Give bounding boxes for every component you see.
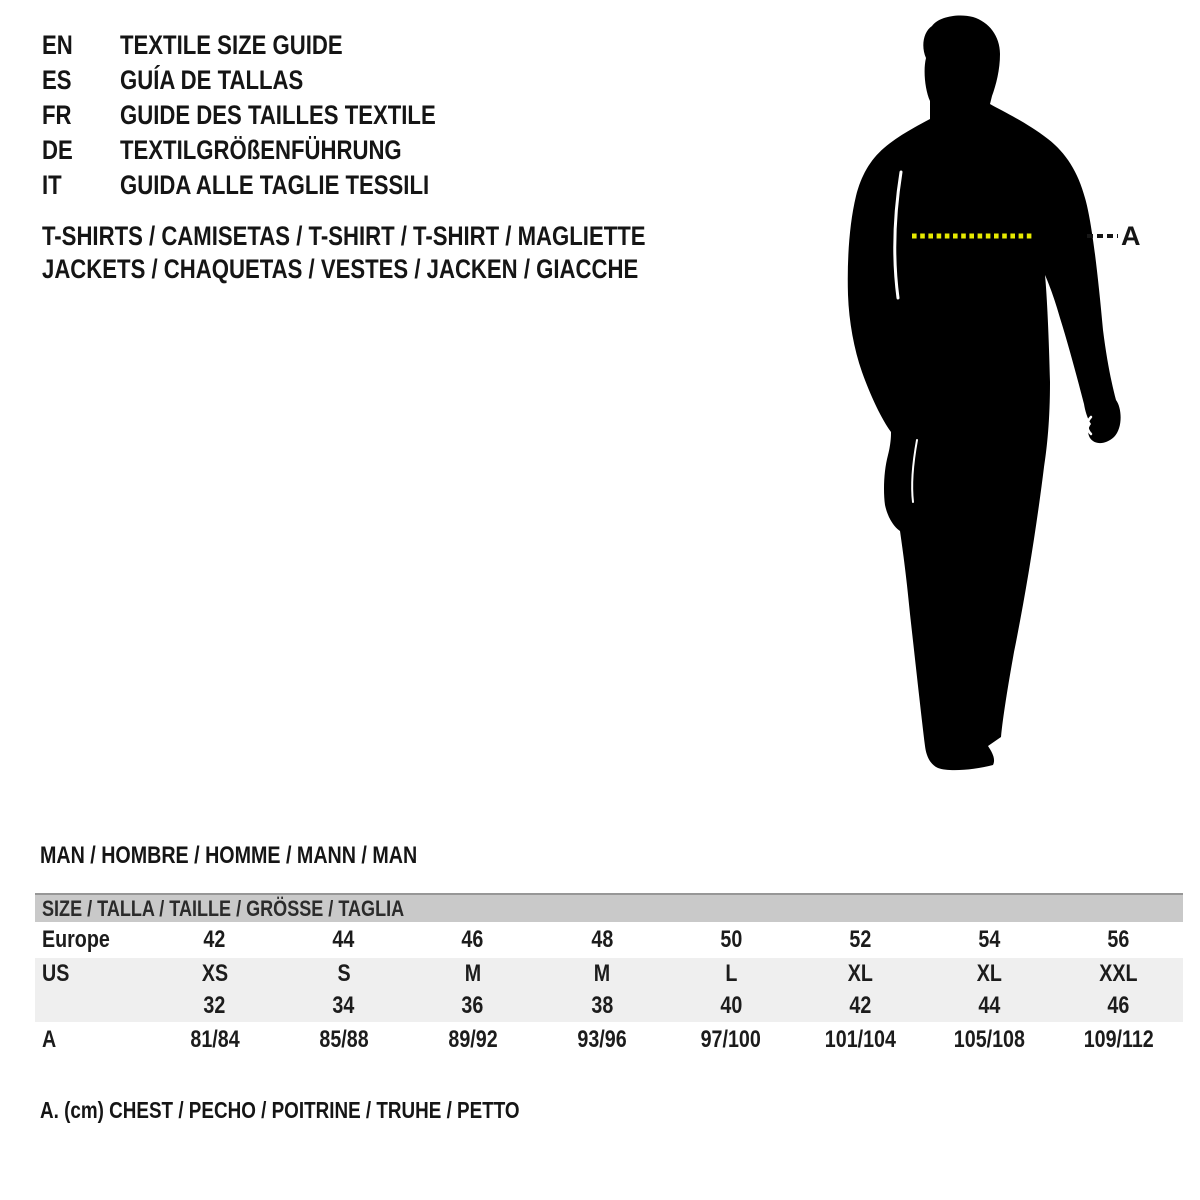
size-cell <box>150 926 279 954</box>
size-value: 44 <box>332 926 355 953</box>
size-value: 85/88 <box>319 1026 369 1053</box>
size-cell <box>150 1026 279 1054</box>
lang-title: GUÍA DE TALLAS <box>120 65 304 95</box>
size-table-header-text: SIZE / TALLA / TAILLE / GRÖSSE / TAGLIA <box>42 895 405 921</box>
size-value: 44 <box>978 992 1001 1019</box>
category-line-tshirts: T-SHIRTS / CAMISETAS / T-SHIRT / T-SHIRT / MAGLIETTE <box>42 221 646 251</box>
size-cell <box>796 926 925 954</box>
size-value: 40 <box>720 992 743 1019</box>
measure-label-a: A <box>1121 221 1141 251</box>
size-value: 52 <box>849 926 872 953</box>
size-value: L <box>725 960 738 987</box>
size-value: 54 <box>978 926 1001 953</box>
size-value: 38 <box>590 992 613 1019</box>
garment-categories <box>42 220 778 286</box>
lang-row-fr <box>42 98 505 133</box>
measure-connector-dashes <box>1087 234 1118 238</box>
size-cell <box>925 926 1054 954</box>
table-row-numeric <box>35 990 1183 1022</box>
size-cell <box>1054 992 1183 1020</box>
size-value: 46 <box>1107 992 1130 1019</box>
table-row-chest-a <box>35 1022 1183 1058</box>
size-cell <box>537 960 666 988</box>
size-value: 50 <box>720 926 743 953</box>
category-line-jackets: JACKETS / CHAQUETAS / VESTES / JACKEN / GIACCHE <box>42 254 639 284</box>
size-value: 109/112 <box>1083 1026 1154 1053</box>
size-cell <box>925 1026 1054 1054</box>
size-value: S <box>337 960 351 987</box>
lang-code: EN <box>42 30 73 60</box>
section-title-text: MAN / HOMBRE / HOMME / MANN / MAN <box>40 842 418 869</box>
lang-row-es <box>42 63 505 98</box>
size-cell <box>667 992 796 1020</box>
size-cell <box>279 992 408 1020</box>
row-label <box>35 960 150 988</box>
table-row-us <box>35 958 1183 990</box>
size-value: 32 <box>203 992 226 1019</box>
size-cell <box>796 960 925 988</box>
lang-row-it <box>42 168 505 203</box>
row-label <box>35 992 150 1020</box>
size-cell <box>667 1026 796 1054</box>
size-cell <box>150 960 279 988</box>
lang-title: GUIDE DES TAILLES TEXTILE <box>120 100 436 130</box>
size-cell <box>1054 1026 1183 1054</box>
lang-code: DE <box>42 135 73 165</box>
measurement-legend-text: A. (cm) CHEST / PECHO / POITRINE / TRUHE / PETTO <box>40 1097 520 1123</box>
size-value: 105/108 <box>953 1026 1025 1053</box>
size-value: 48 <box>590 926 613 953</box>
size-cell <box>667 960 796 988</box>
row-label-text: US <box>42 960 70 987</box>
row-label-text: A <box>42 1026 57 1053</box>
size-value: XS <box>201 960 228 987</box>
size-cell <box>925 992 1054 1020</box>
size-value: 36 <box>461 992 484 1019</box>
size-table-header <box>35 893 1183 922</box>
size-cell <box>537 992 666 1020</box>
size-cell <box>408 960 537 988</box>
table-row-europe <box>35 922 1183 958</box>
size-cell <box>796 992 925 1020</box>
size-cell <box>537 1026 666 1054</box>
lang-title: TEXTILE SIZE GUIDE <box>120 30 343 60</box>
size-value: M <box>593 960 611 987</box>
lang-code: FR <box>42 100 72 130</box>
size-table <box>35 893 1183 1058</box>
lang-title: GUIDA ALLE TAGLIE TESSILI <box>120 170 430 200</box>
size-cell <box>537 926 666 954</box>
size-cell <box>667 926 796 954</box>
lang-code: ES <box>42 65 72 95</box>
man-silhouette <box>848 15 1121 770</box>
size-cell <box>925 960 1054 988</box>
size-value: 97/100 <box>700 1026 762 1053</box>
row-label <box>35 1026 150 1054</box>
size-value: 46 <box>461 926 484 953</box>
size-cell <box>408 1026 537 1054</box>
row-label <box>35 926 150 954</box>
measurement-legend <box>40 1097 625 1124</box>
size-value: 93/96 <box>577 1026 627 1053</box>
size-cell <box>279 960 408 988</box>
size-cell <box>1054 926 1183 954</box>
man-silhouette-figure <box>840 6 1132 774</box>
size-cell <box>150 992 279 1020</box>
size-value: 81/84 <box>189 1026 240 1053</box>
size-value: 89/92 <box>448 1026 498 1053</box>
size-cell <box>408 992 537 1020</box>
section-title-man <box>40 842 500 870</box>
size-value: M <box>464 960 482 987</box>
size-value: 101/104 <box>824 1026 896 1053</box>
lang-row-de <box>42 133 505 168</box>
row-label-text: Europe <box>42 926 110 953</box>
language-title-list <box>42 28 505 203</box>
size-value: 42 <box>203 926 226 953</box>
size-value: 34 <box>332 992 355 1019</box>
size-cell <box>408 926 537 954</box>
size-value: XL <box>847 960 873 987</box>
size-cell <box>279 926 408 954</box>
size-cell <box>1054 960 1183 988</box>
size-cell <box>279 1026 408 1054</box>
size-value: 42 <box>849 992 872 1019</box>
size-value: XL <box>976 960 1002 987</box>
size-value: XXL <box>1099 960 1138 987</box>
lang-title: TEXTILGRÖßENFÜHRUNG <box>120 135 402 165</box>
size-value: 56 <box>1107 926 1130 953</box>
lang-row-en <box>42 28 505 63</box>
lang-code: IT <box>42 170 62 200</box>
size-cell <box>796 1026 925 1054</box>
